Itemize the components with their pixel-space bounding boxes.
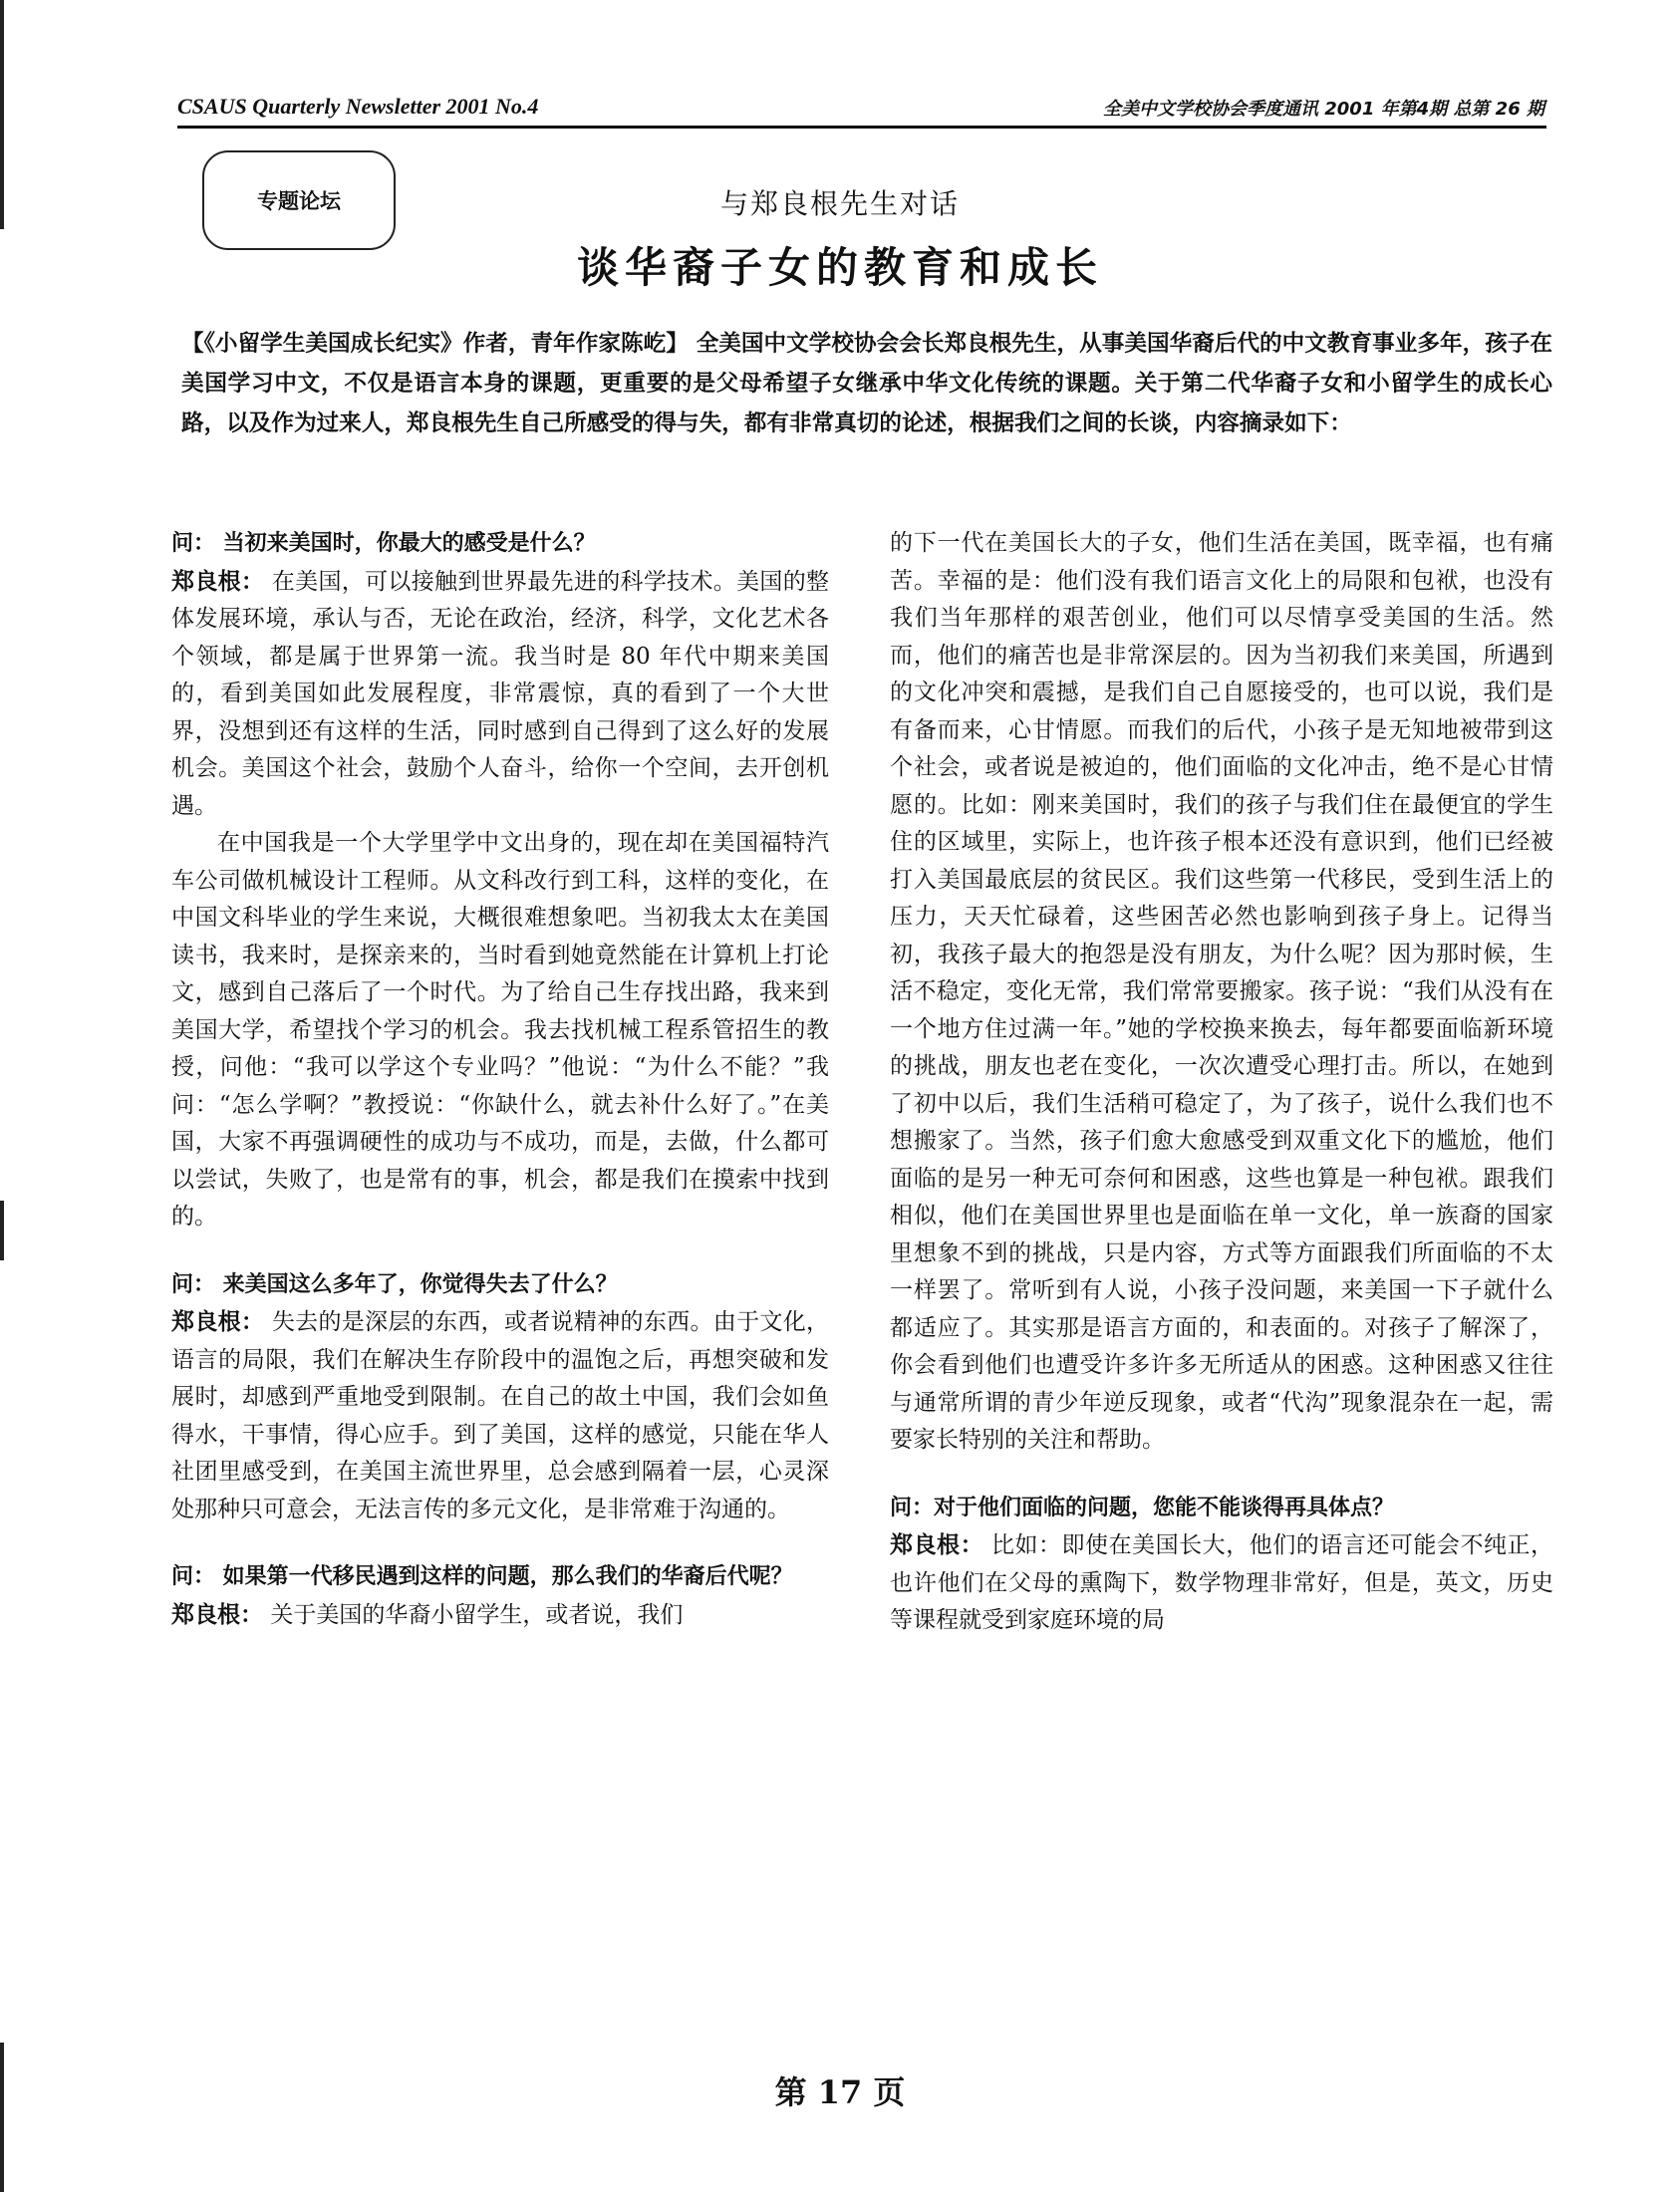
- answer-1-paragraph-2: 在中国我是一个大学里学中文出身的，现在却在美国福特汽车公司做机械设计工程师。从文科改行到工科，这样的变化，在中国文科毕业的学生来说，大概很难想象吧。当初我太太在美国读书，我来时，是探亲来的，当时看到她竟然能在计算机上打论文，感到自己落后了一个时代。为了给自己生存找出路，我来到美国大学，希望找个学习的机会。我去找机械工程系管招生的教授，问他：“我可以学这个专业吗？”他说：“为什么不能？”我问：“怎么学啊？”教授说：“你缺什么，就去补什么好了。”在美国，大家不再强调硬性的成功与不成功，而是，去做，什么都可以尝试，失败了，也是常有的事，机会，都是我们在摸索中找到的。: [171, 830, 829, 1230]
- answer-1: [171, 563, 829, 826]
- header-divider: [177, 126, 1546, 129]
- answer-3: [171, 1596, 829, 1635]
- scan-edge-mark: [0, 1201, 4, 1260]
- speaker-label: 郑良根：: [171, 1308, 265, 1335]
- answer-2-text: 失去的是深层的东西，或者说精神的东西。由于文化，语言的局限，我们在解决生存阶段中的温饱之后，再想突破和发展时，却感到严重地受到限制。在自己的故土中国，我们会如鱼得水，干事情，得心应手。到了美国，这样的感觉，只能在华人社团里感受到，在美国主流世界里，总会感到隔着一层，心灵深处那种只可意会，无法言传的多元文化，是非常难于沟通的。: [171, 1309, 830, 1522]
- newsletter-header-chinese: 全美中文学校协会季度通讯 2001 年第4期 总第 26 期: [1102, 99, 1544, 120]
- answer-1-text: 在美国，可以接触到世界最先进的科学技术。美国的整体发展环境，承认与否，无论在政治，经济，科学，文化艺术各个领域，都是属于世界第一流。我当时是 80 年代中期来美国的，看到美国如此发展程度，非常震惊，真的看到了一个大世界，没想到还有这样的生活，同时感到自己得到了这么好的发展机会。美国这个社会，鼓励个人奋斗，给你一个空间，去开创机遇。: [171, 568, 830, 819]
- answer-4-text: 比如：即使在美国长大，他们的语言还可能会不纯正，也许他们在父母的熏陶下，数学物理非常好，但是，英文，历史等课程就受到家庭环境的局: [890, 1532, 1554, 1633]
- answer-2: [171, 1303, 829, 1528]
- answer-4: [890, 1526, 1553, 1640]
- speaker-label: 郑良根：: [171, 567, 265, 595]
- answer-3-continued: 的下一代在美国长大的子女，他们生活在美国，既幸福，也有痛苦。幸福的是：他们没有我们语言文化上的局限和包袱，也没有我们当年那样的艰苦创业，他们可以尽情享受美国的生活。然而，他们的痛苦也是非常深层的。因为当初我们来美国，所遇到的文化冲突和震撼，是我们自己自愿接受的，也可以说，我们是有备而来，心甘情愿。而我们的后代，小孩子是无知地被带到这个社会，或者说是被迫的，他们面临的文化冲击，绝不是心甘情愿的。比如：刚来美国时，我们的孩子与我们住在最便宜的学生住的区域里，实际上，也许孩子根本还没有意识到，他们已经被打入美国最底层的贫民区。我们这些第一代移民，受到生活上的压力，天天忙碌着，这些困苦必然也影响到孩子身上。记得当初，我孩子最大的抱怨是没有朋友，为什么呢？因为那时候，生活不稳定，变化无常，我们常常要搬家。孩子说：“我们从没有在一个地方住过满一年。”她的学校换来换去，每年都要面临新环境的挑战，朋友也老在变化，一次次遭受心理打击。所以，在她到了初中以后，我们生活稍可稳定了，为了孩子，说什么我们也不想搬家了。当然，孩子们愈大愈感受到双重文化下的尴尬，他们面临的是另一种无可奈何和困惑，这些也算是一种包袱。跟我们相似，他们在美国世界里也是面临在单一文化，单一族裔的国家里想象不到的挑战，只是内容，方式等方面跟我们所面临的不太一样罢了。常听到有人说，小孩子没问题，来美国一下子就什么都适应了。其实那是语言方面的，和表面的。对孩子了解深了，你会看到他们也遭受许多许多无所适从的困惑。这种困惑又往往与通常所谓的青少年逆反现象，或者“代沟”现象混杂在一起，需要家长特别的关注和帮助。: [890, 530, 1553, 1453]
- question-4: 问：对于他们面临的问题，您能不能谈得再具体点？: [890, 1495, 1395, 1520]
- speaker-label: 郑良根：: [171, 1600, 263, 1628]
- right-column: [890, 525, 1553, 1640]
- answer-3-text: 关于美国的华裔小留学生，或者说，我们: [270, 1601, 684, 1628]
- section-label: 专题论坛: [257, 189, 341, 213]
- scan-edge-mark: [0, 2043, 4, 2192]
- page-number: 第 17 页: [774, 2073, 906, 2111]
- left-column: [171, 525, 829, 1634]
- question-1: 问： 当初来美国时，你最大的感受是什么？: [171, 531, 596, 556]
- question-3: 问： 如果第一代移民遇到这样的问题，那么我们的华裔后代呢？: [171, 1564, 793, 1589]
- newsletter-header-english: CSAUS Quarterly Newsletter 2001 No.4: [177, 94, 539, 119]
- question-2: 问： 来美国这么多年了，你觉得失去了什么？: [171, 1271, 618, 1297]
- article-subtitle: 与郑良根先生对话: [719, 187, 960, 220]
- article-intro: 【《小留学生美国成长纪实》作者，青年作家陈屹】 全美国中文学校协会会长郑良根先生，从事美国华裔后代的中文教育事业多年，孩子在美国学习中文，不仅是语言本身的课题，更重要的是父母希望子女继承中华文化传统的课题。关于第二代华裔子女和小留学生的成长心路，以及作为过来人，郑良根先生自己所感受的得与失，都有非常真切的论述，根据我们之间的长谈，内容摘录如下：: [181, 331, 1552, 436]
- speaker-label: 郑良根：: [890, 1531, 984, 1558]
- article-title: 谈华裔子女的教育和成长: [576, 243, 1103, 292]
